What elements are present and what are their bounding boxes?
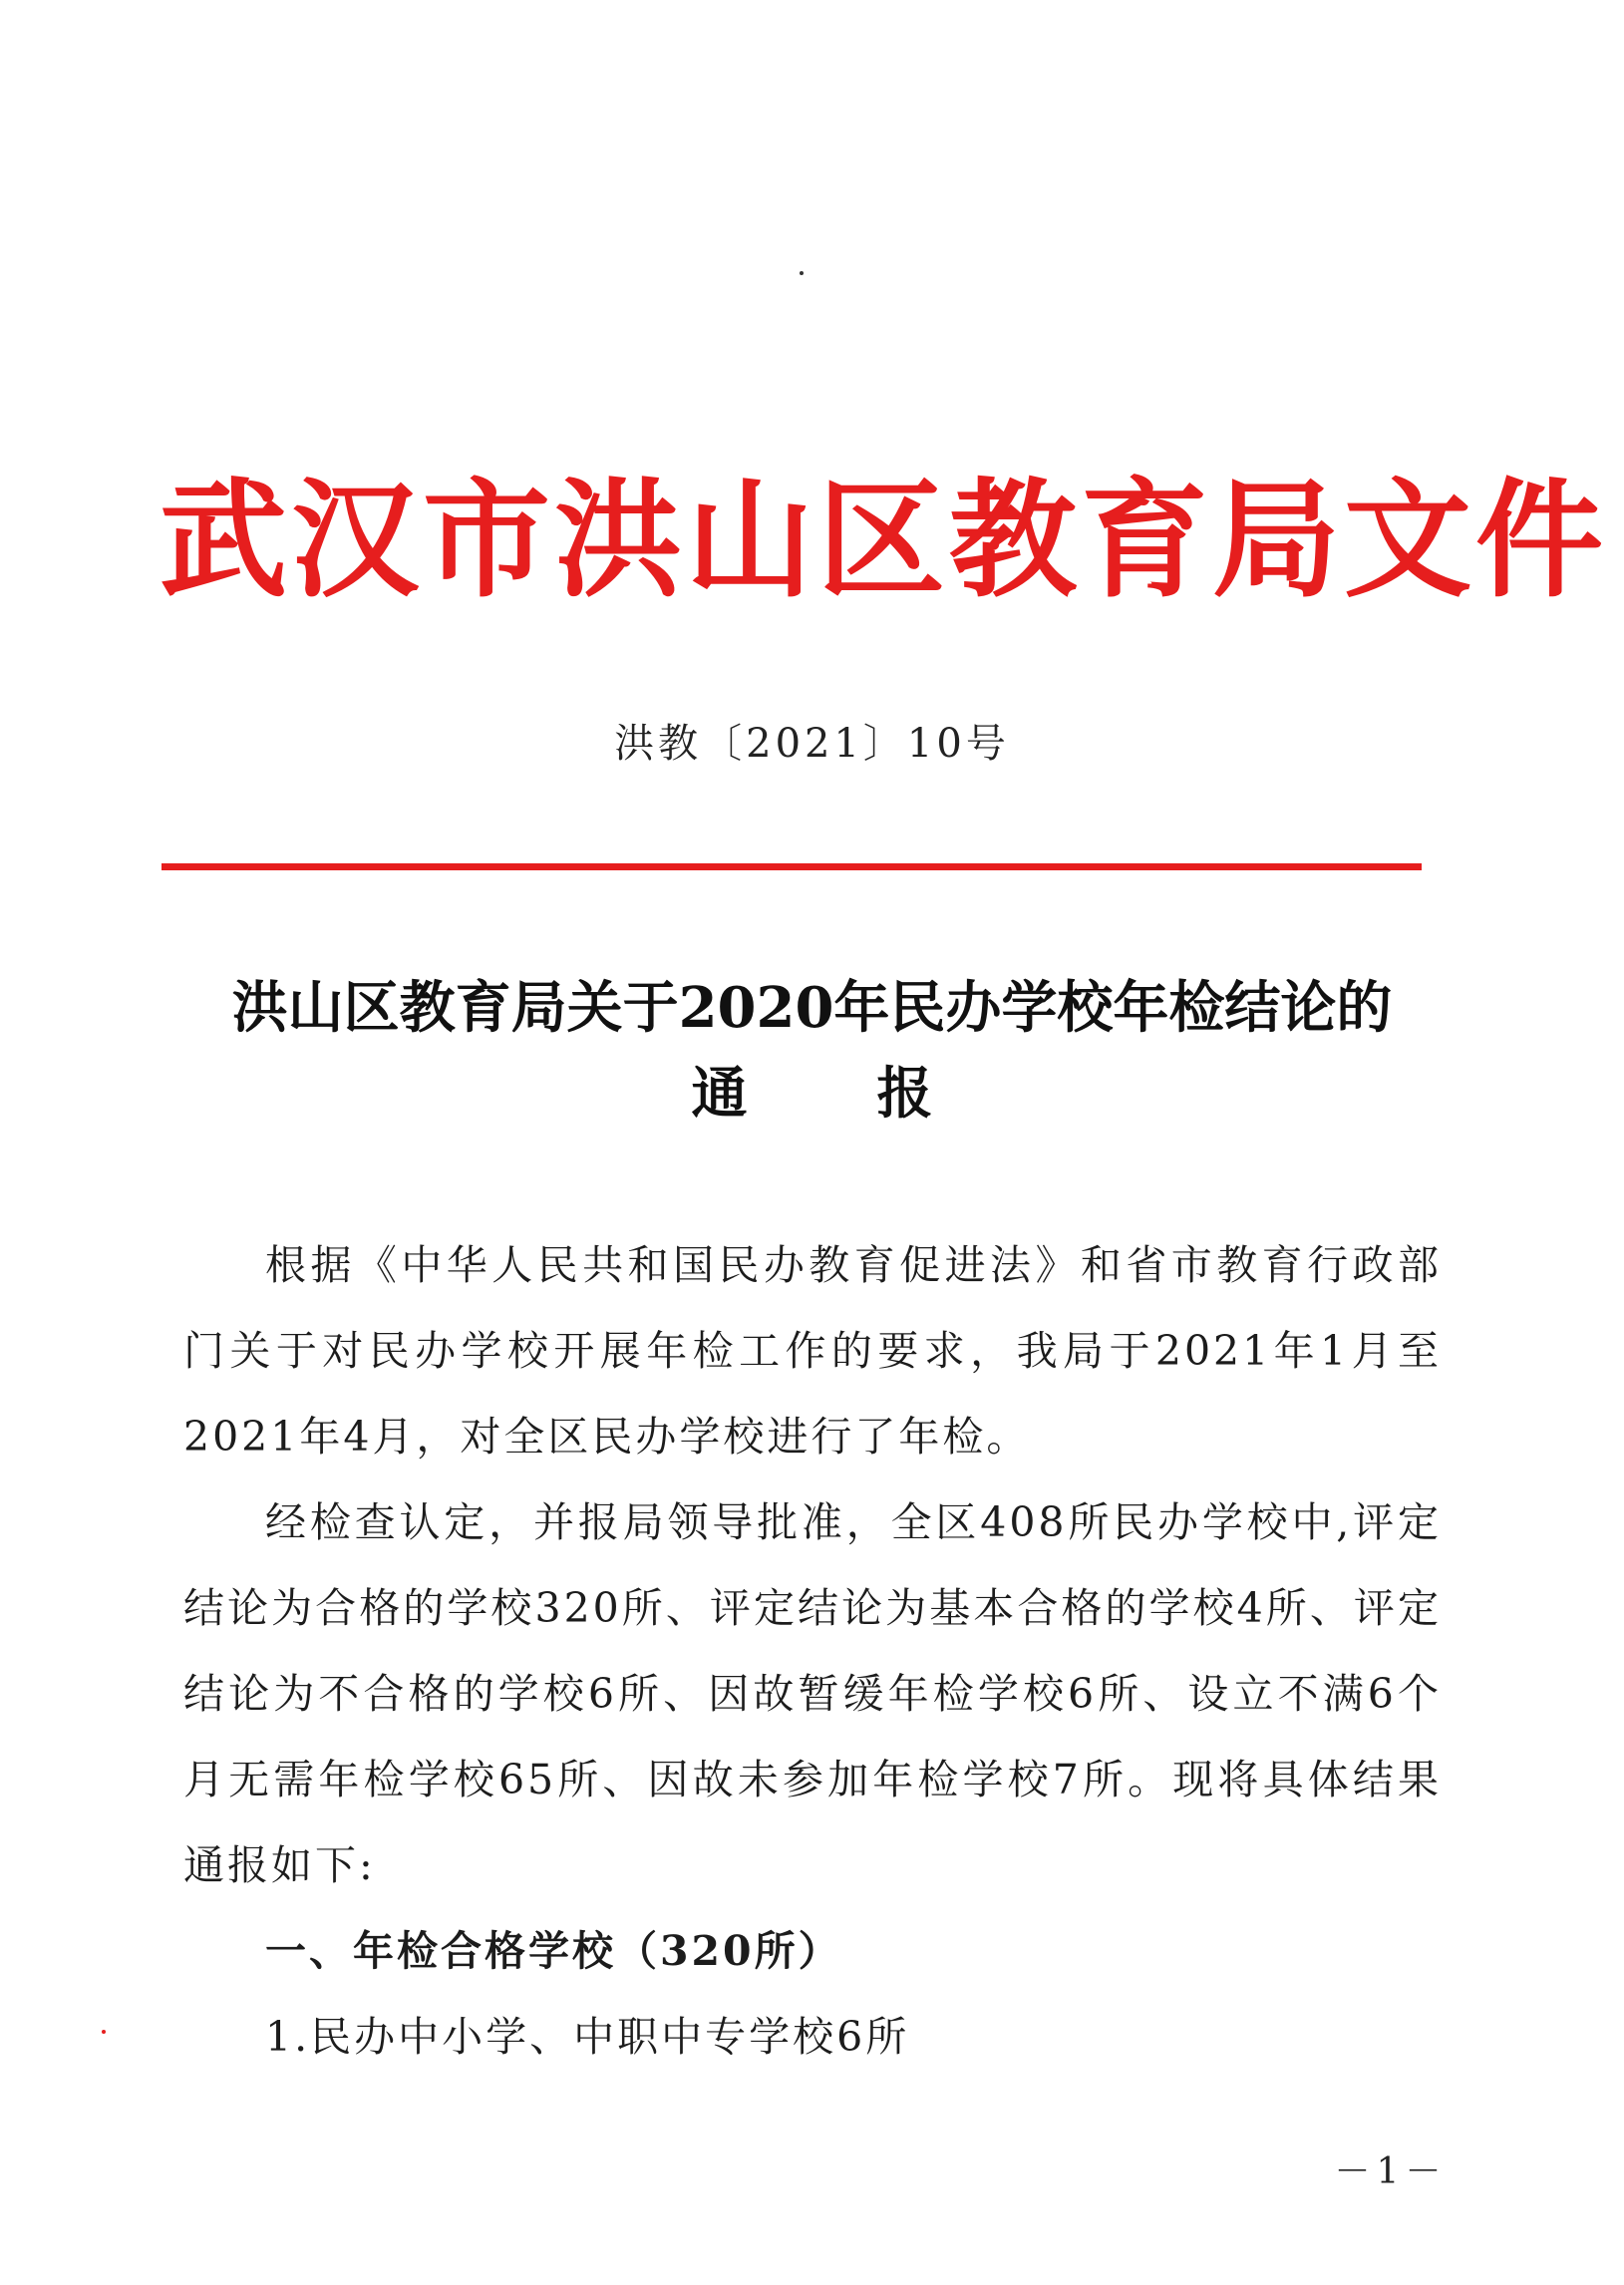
document-number: 洪教〔2021〕10号 xyxy=(614,721,1010,767)
issuing-authority-title: 武汉市洪山区教育局文件 xyxy=(160,466,1608,615)
body-paragraph-2: 经检查认定，并报局领导批准，全区408所民办学校中,评定结论为合格的学校320所、评定结论为基本合格的学校4所、评定结论为不合格的学校6所、因故暂缓年检学校6所、设立不满6个月无需年检学校65所、因故未参加年检学校7所。现将具体结果通报如下: xyxy=(183,1498,1442,1889)
sub-item: 1.民办中小学、中职中专学校6所 xyxy=(265,2013,910,2061)
scan-speck xyxy=(800,271,804,275)
document-title-line-2: 通报 xyxy=(691,1061,1063,1127)
page-number: －1－ xyxy=(1334,2151,1448,2192)
document-title-line-1: 洪山区教育局关于2020年民办学校年检结论的 xyxy=(231,975,1393,1041)
scan-speck xyxy=(102,2030,106,2034)
document-title xyxy=(140,965,1484,1137)
section-heading: 一、年检合格学校（320所） xyxy=(265,1927,842,1975)
document-body xyxy=(183,1222,1442,2080)
body-paragraph-1: 根据《中华人民共和国民办教育促进法》和省市教育行政部门关于对民办学校开展年检工作的要求，我局于2021年1月至2021年4月，对全区民办学校进行了年检。 xyxy=(183,1241,1442,1461)
red-separator-line xyxy=(162,863,1422,870)
